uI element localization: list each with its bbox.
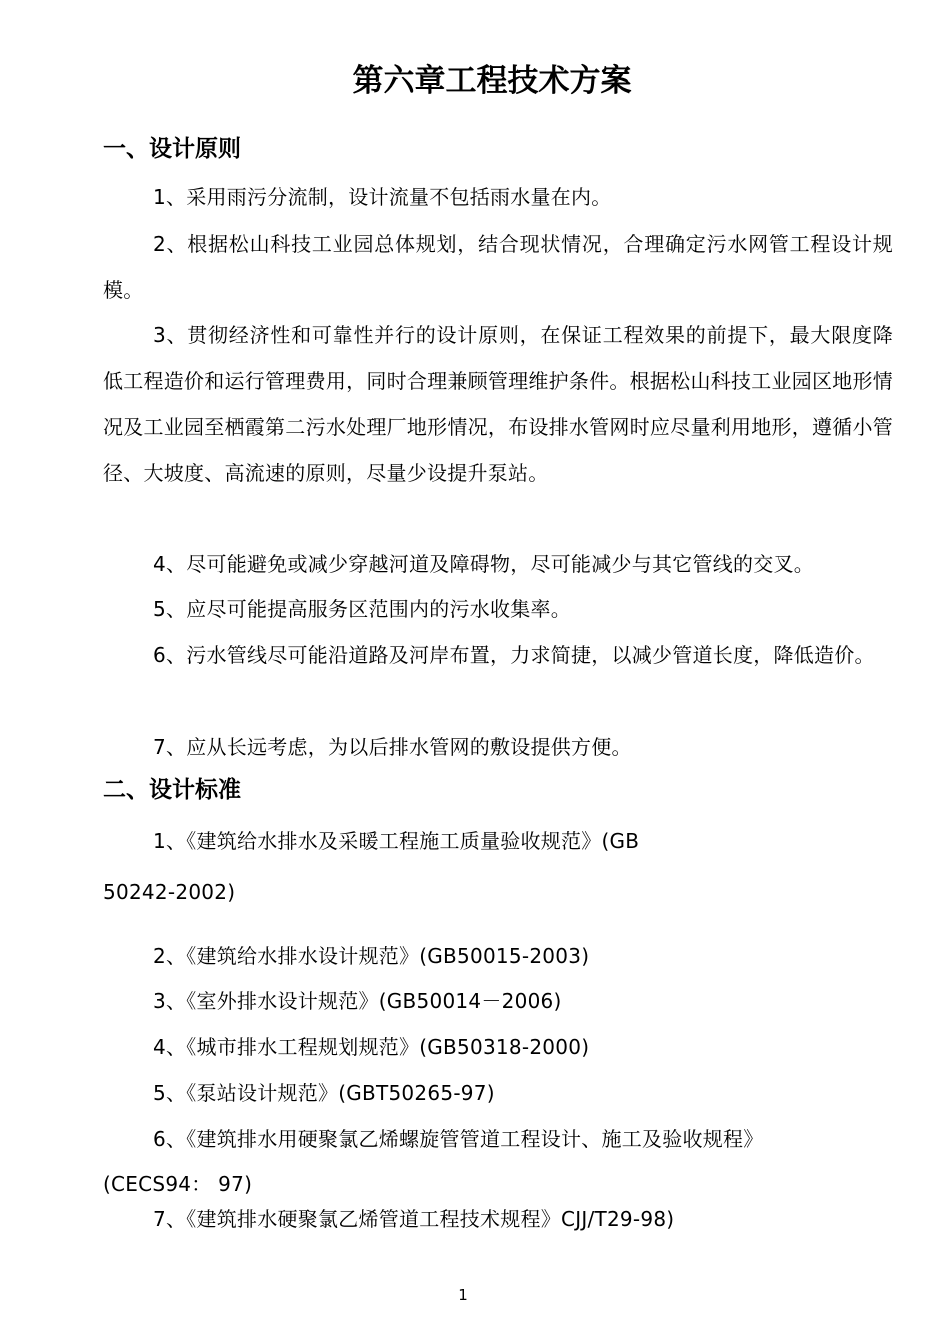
principle-item-4: 4、尽可能避免或减少穿越河道及障碍物，尽可能减少与其它管线的交叉。 [153, 552, 814, 576]
standard-item-6-line2: (CECS94： 97) [103, 1172, 253, 1196]
section-heading-design-standards: 二、设计标准 [103, 777, 241, 803]
standard-item-1-line1: 1、《建筑给水排水及采暖工程施工质量验收规范》(GB [153, 829, 640, 853]
principle-item-2: 2、根据松山科技工业园总体规划，结合现状情况，合理确定污水网管工程设计规模。 [103, 232, 893, 302]
principle-item-1: 1、采用雨污分流制，设计流量不包括雨水量在内。 [153, 185, 612, 209]
page-title: 第六章工程技术方案 [352, 63, 632, 99]
section-heading-design-principles: 一、设计原则 [103, 136, 241, 162]
standard-item-3: 3、《室外排水设计规范》(GB50014－2006) [153, 989, 562, 1013]
standard-item-4: 4、《城市排水工程规划规范》(GB50318-2000) [153, 1035, 590, 1059]
page-number: 1 [458, 1286, 468, 1304]
principle-item-5: 5、应尽可能提高服务区范围内的污水收集率。 [153, 597, 571, 621]
standard-item-5: 5、《泵站设计规范》(GBT50265-97) [153, 1081, 495, 1105]
standard-item-1-line2: 50242-2002) [103, 880, 236, 904]
principle-item-6: 6、污水管线尽可能沿道路及河岸布置，力求简捷，以减少管道长度，降低造价。 [153, 643, 875, 667]
standard-item-6-line1: 6、《建筑排水用硬聚氯乙烯螺旋管管道工程设计、施工及验收规程》 [153, 1127, 764, 1151]
standard-item-7: 7、《建筑排水硬聚氯乙烯管道工程技术规程》CJJ/T29-98) [153, 1207, 675, 1231]
standard-item-2: 2、《建筑给水排水设计规范》(GB50015-2003) [153, 944, 590, 968]
principle-item-7: 7、应从长远考虑，为以后排水管网的敷设提供方便。 [153, 735, 632, 759]
principle-item-3: 3、贯彻经济性和可靠性并行的设计原则，在保证工程效果的前提下，最大限度降低工程造价和运行管理费用，同时合理兼顾管理维护条件。根据松山科技工业园区地形情况及工业园至栖霞第二污水处理厂地形情况，布设排水管网时应尽量利用地形，遵循小管径、大坡度、高流速的原则，尽量少设提升泵站。 [103, 323, 893, 485]
